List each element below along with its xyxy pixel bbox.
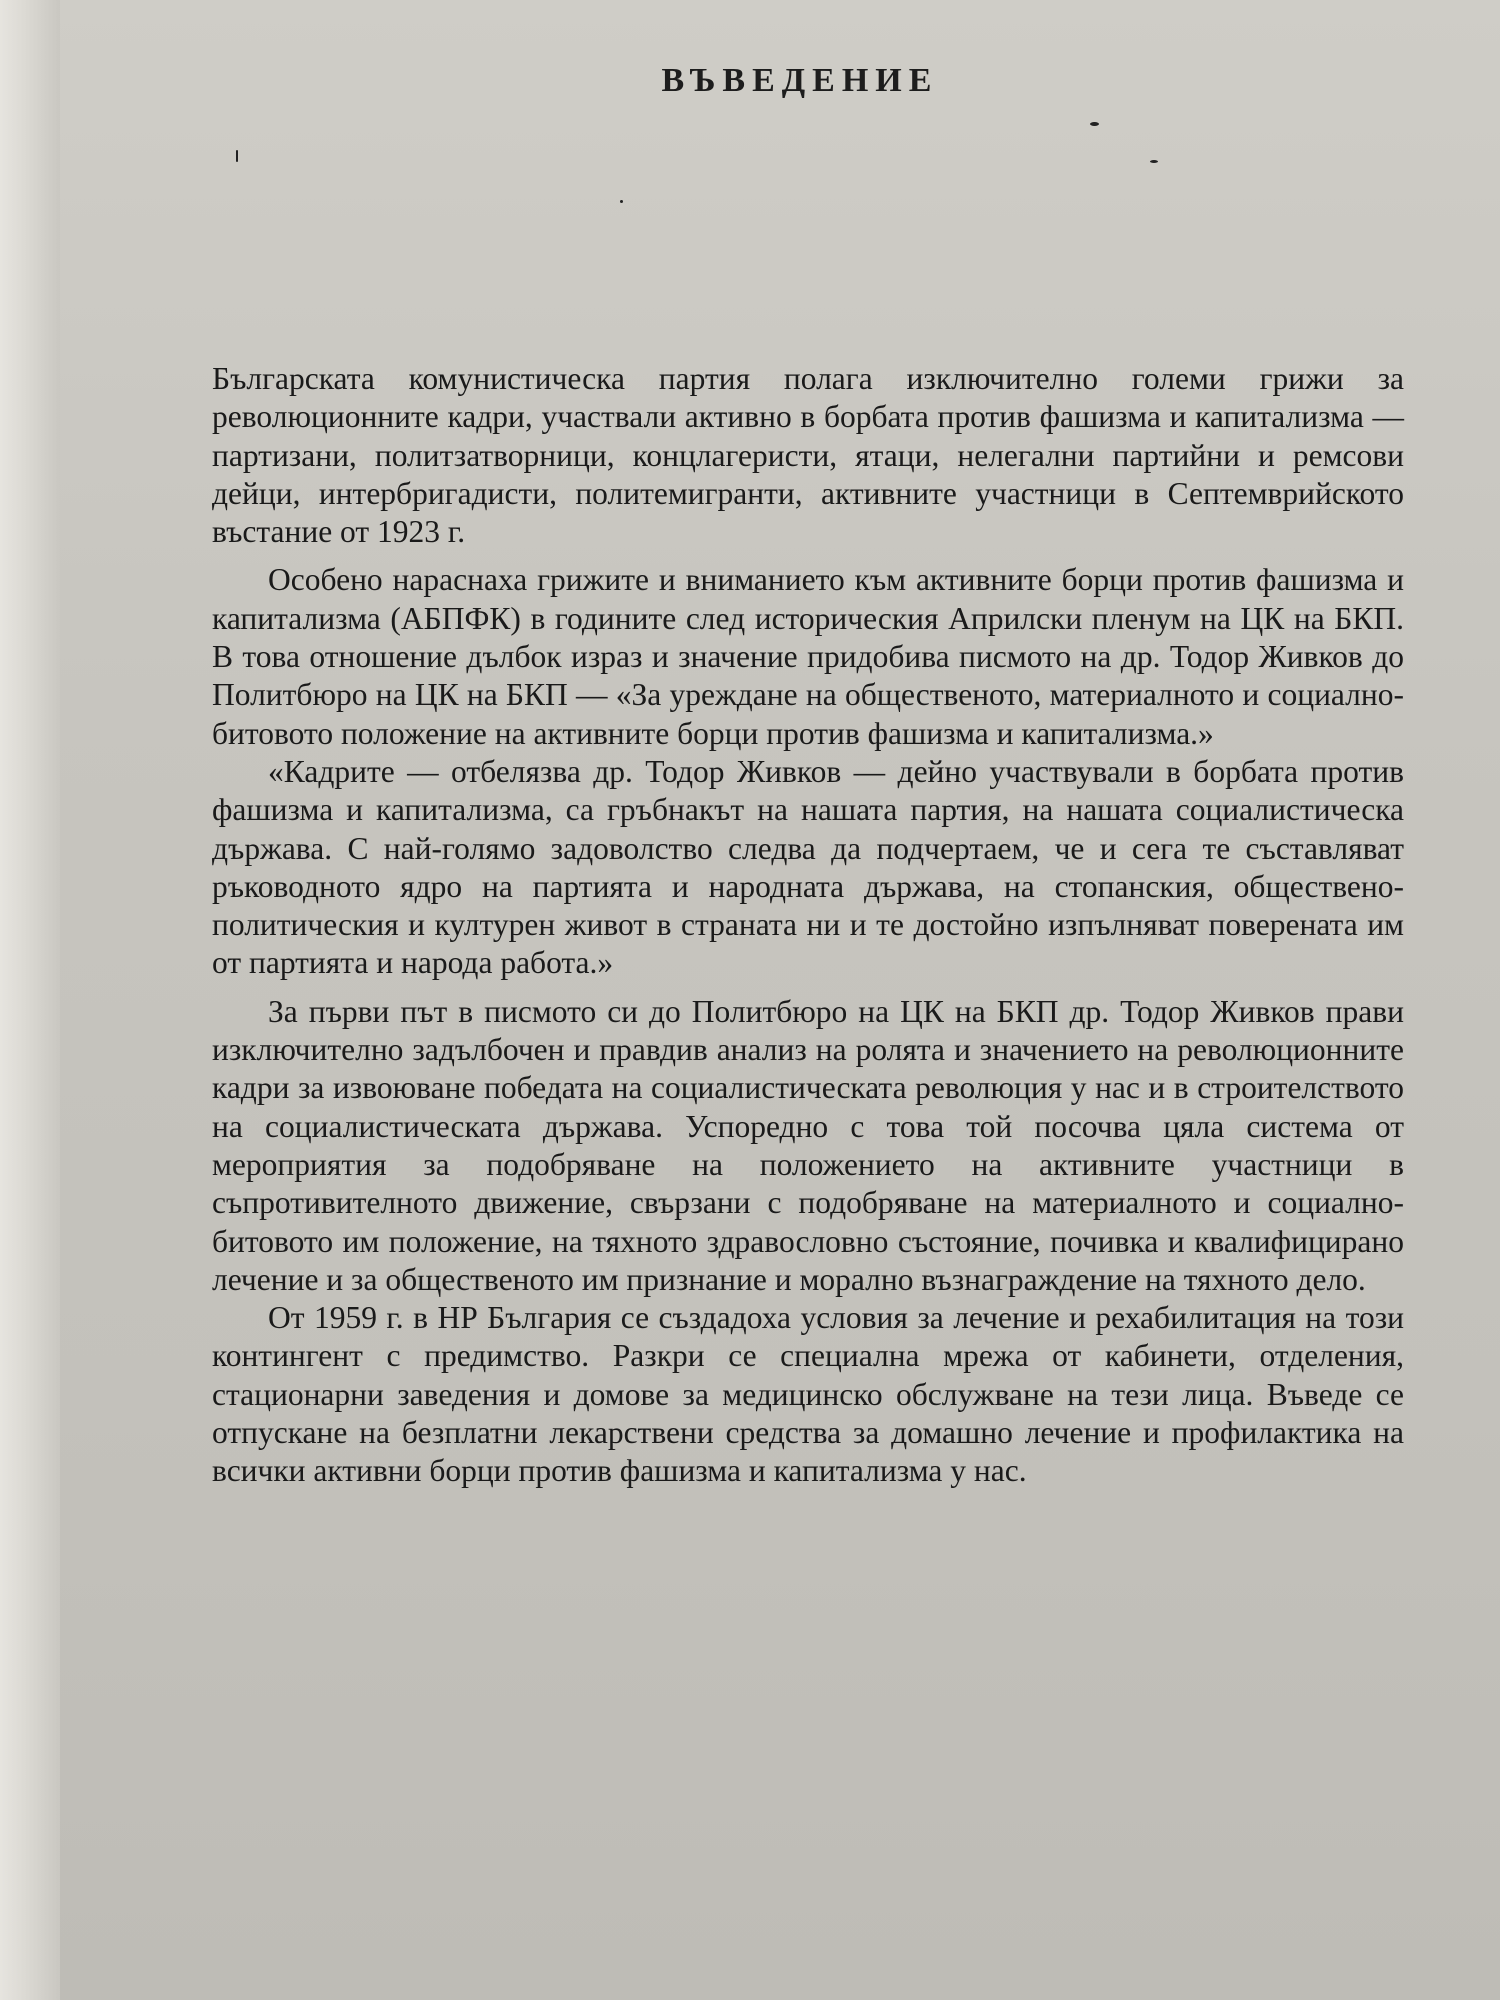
chapter-title: ВЪВЕДЕНИЕ xyxy=(661,62,939,99)
paragraph-3: «Кадрите — отбелязва др. Тодор Живков — дейно участвували в борбата против фашизма и капитализма, са гръбнакът на нашата партия, на нашата социалистическа държава. С най-голямо задоволство следва да подчертаем, че и сега те съставляват ръководното ядро на партията и народната държава, на стопанския, обществено-политическия и културен живот в страната ни и те достойно изпълняват поверената им от партията и народа работа.» xyxy=(212,753,1404,981)
paragraph-1: Българската комунистическа партия полага изключително големи грижи за революционните кадри, участвали активно в борбата против фашизма и капитализма — партизани, политзатворници, концлагеристи, ятаци, нелегални партийни и ремсови дейци, интербригадисти, политемигранти, активните участници в Септемврийското въстание от 1923 г. xyxy=(212,361,1404,550)
paragraph-4: За първи път в писмото си до Политбюро на ЦК на БКП др. Тодор Живков прави изключително задълбочен и правдив анализ на ролята и значението на революционните кадри за извоюване победата на социалистическата революция у нас и в строителството на социалистическата държава. Успоредно с това той посочва цяла система от мероприятия за подобряване на положението на активните участници в съпротивителното движение, свързани с подобряване на материалното и социално-битовото им положение, на тяхното здравословно състояние, почивка и квалифицирано лечение и за общественото им признание и морално възнаграждение на тяхното дело. xyxy=(212,993,1404,1297)
paragraph-2: Особено нараснаха грижите и вниманието към активните борци против фашизма и капитализма (АБПФК) в годините след историческия Априлски пленум на ЦК на БКП. В това отношение дълбок израз и значение придобива писмото на др. Тодор Живков до Политбюро на ЦК на БКП — «За уреждане на общественото, материалното и социално-битовото положение на активните борци против фашизма и капитализма.» xyxy=(212,562,1404,751)
print-speck xyxy=(236,150,238,162)
print-speck xyxy=(1150,160,1158,163)
paragraph-5: От 1959 г. в НР България се създадоха условия за лечение и рехабилитация на този контингент с предимство. Разкри се специална мрежа от кабинети, отделения, стационарни заведения и домове за медицинско обслужване на тези лица. Въведе се отпускане на безплатни лекарствени средства за домашно лечение и профилактика на всички активни борци против фашизма и капитализма у нас. xyxy=(212,1300,1404,1489)
print-speck xyxy=(620,200,623,203)
body-text xyxy=(212,360,1404,1491)
print-speck xyxy=(1090,122,1099,126)
book-spine-shadow xyxy=(0,0,60,2000)
